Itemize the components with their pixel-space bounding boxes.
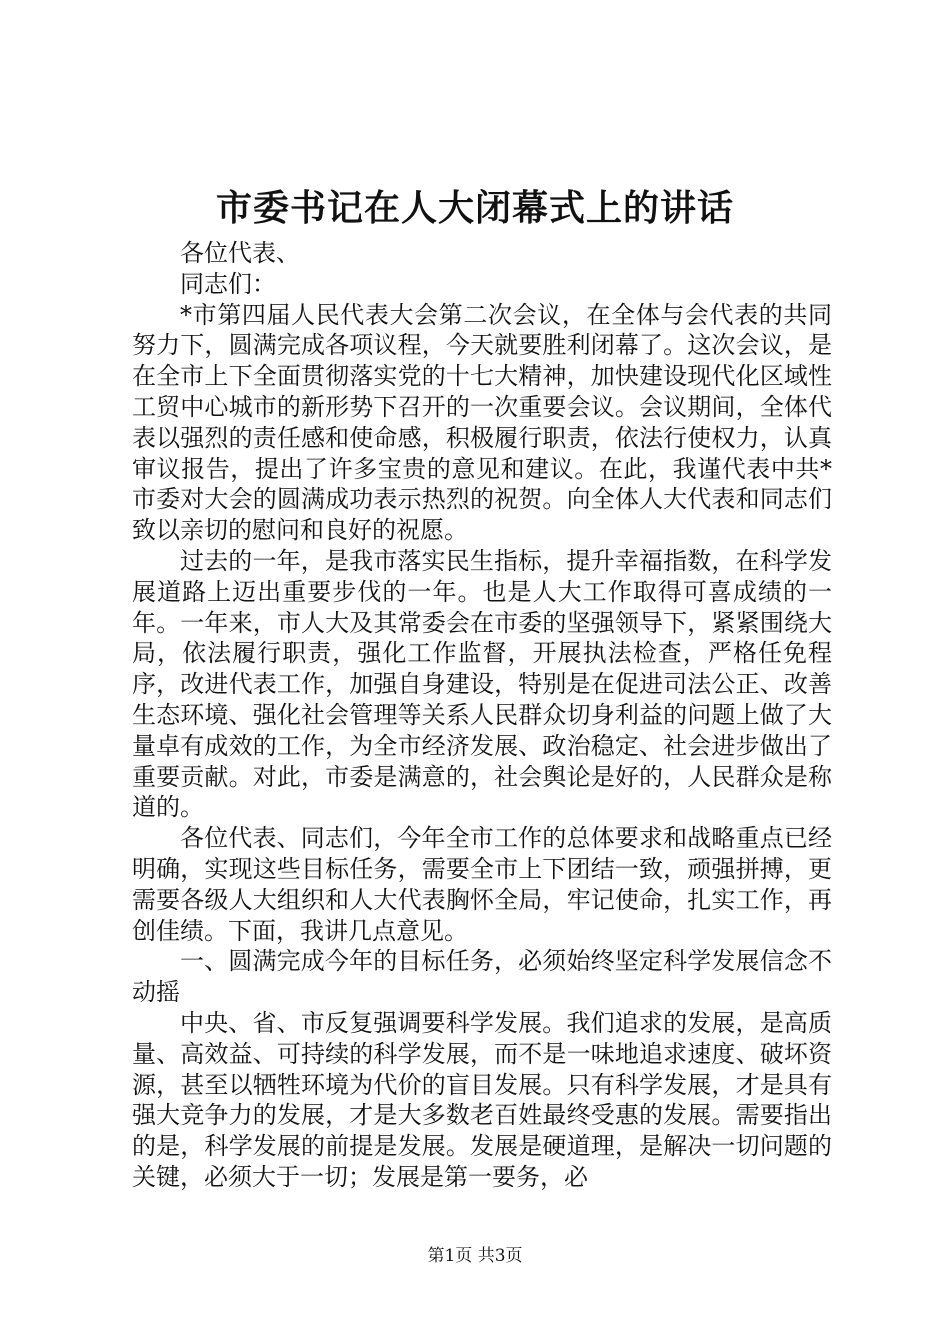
document-title: 市委书记在人大闭幕式上的讲话 [215, 187, 734, 229]
page-number-footer: 第1页 共3页 [427, 1246, 523, 1266]
paragraph-review: 过去的一年，是我市落实民生指标，提升幸福指数，在科学发展道路上迈出重要步伐的一年。也是人大工作取得可喜成绩的一年。一年来，市人大及其常委会在市委的坚强领导下，紧紧围绕大局，依法履行职责，强化工作监督，开展执法检查，严格任免程序，改进代表工作，加强自身建设，特别是在促进司法公正、改善生态环境、强化社会管理等关系人民群众切身利益的问题上做了大量卓有成效的工作，为全市经济发展、政治稳定、社会进步做出了重要贡献。对此，市委是满意的，社会舆论是好的，人民群众是称道的。 [132, 546, 832, 822]
document-body [132, 238, 832, 1193]
paragraph-opening: *市第四届人民代表大会第二次会议，在全体与会代表的共同努力下，圆满完成各项议程，今天就要胜利闭幕了。这次会议，是在全市上下全面贯彻落实党的十七大精神，加快建设现代化区域性工贸中心城市的新形势下召开的一次重要会议。会议期间，全体代表以强烈的责任感和使命感，积极履行职责，依法行使权力，认真审议报告，提出了许多宝贵的意见和建议。在此，我谨代表中共*市委对大会的圆满成功表示热烈的祝贺。向全体人大代表和同志们致以亲切的慰问和良好的祝愿。 [132, 300, 832, 545]
paragraph-requirements: 各位代表、同志们，今年全市工作的总体要求和战略重点已经明确，实现这些目标任务，需要全市上下团结一致，顽强拼搏，更需要各级人大组织和人大代表胸怀全局，牢记使命，扎实工作，再创佳绩。下面，我讲几点意见。 [132, 824, 832, 945]
salutation-line: 各位代表、 [180, 239, 300, 267]
section-heading-1: 一、圆满完成今年的目标任务，必须始终坚定科学发展信念不动摇 [132, 947, 832, 1007]
paragraph-development: 中央、省、市反复强调要科学发展。我们追求的发展，是高质量、高效益、可持续的科学发展，而不是一味地追求速度、破坏资源，甚至以牺牲环境为代价的盲目发展。只有科学发展，才是具有强大竞争力的发展，才是大多数老百姓最终受惠的发展。需要指出的是，科学发展的前提是发展。发展是硬道理，是解决一切问题的关键，必须大于一切；发展是第一要务，必 [132, 1008, 832, 1191]
salutation-line: 同志们： [180, 269, 276, 298]
